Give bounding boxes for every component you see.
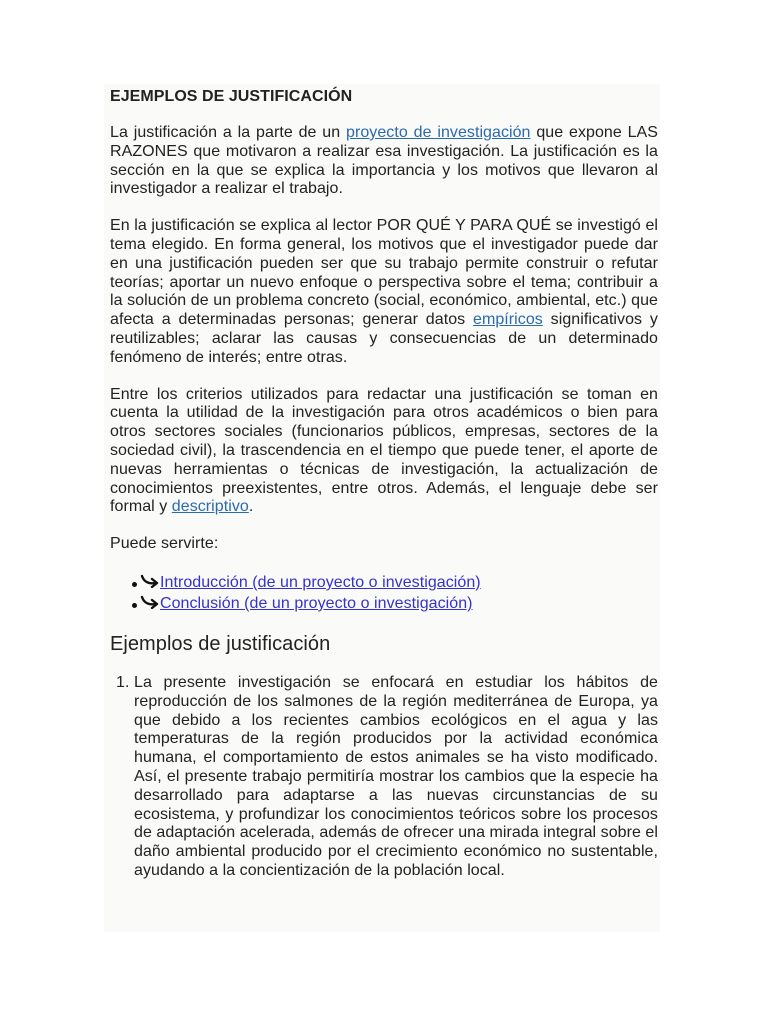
paragraph-text: Entre los criterios utilizados para redactar una justificación se toman en cuenta la utilidad de la investigación para otros académicos o bien para otros sectores sociales (funcionarios públicos, empresas, sectores de la sociedad civil), la trascendencia en el tiempo que puede tener, el aporte de nuevas herramientas o técnicas de investigación, la actualización de conocimientos preexistentes, entre otros. Además, el lenguaje debe ser formal y — [110, 385, 658, 516]
examples-list — [110, 674, 658, 881]
link-conclusion[interactable]: Conclusión (de un proyecto o investigación) — [160, 594, 473, 612]
list-item — [140, 572, 658, 593]
link-introduccion[interactable]: Introducción (de un proyecto o investigación) — [160, 573, 481, 591]
curved-arrow-right-icon — [140, 574, 160, 588]
paragraph-text: . — [248, 498, 254, 516]
link-descriptivo[interactable]: descriptivo — [171, 498, 249, 516]
paragraph-definition — [110, 124, 658, 199]
related-links-list — [110, 572, 658, 614]
paragraph-criteria — [110, 386, 658, 518]
link-empiricos[interactable]: empíricos — [473, 311, 543, 329]
paragraph-text: La justificación a la parte de un — [110, 124, 347, 141]
list-item — [140, 593, 658, 614]
paragraph-text: significativos y reutilizables; aclarar las causas y consecuencias de un determinado fenómeno de interés; entre otras. — [110, 311, 658, 366]
paragraph-explanation — [110, 217, 658, 367]
related-label: Puede servirte: — [110, 535, 219, 553]
document-content — [110, 88, 658, 881]
list-item: 1. La presente investigación se enfocará en estudiar los hábitos de reproducción de los salmones de la región mediterránea de Europa, ya que debido a los recientes cambios ecológicos en el agua y las temperaturas de la región producidos por la actividad económica humana, el comportamiento de estos animales se ha visto modificado. Así, el presente trabajo permitiría mostrar los cambios que la especie ha desarrollado para adaptarse a las nuevas circunstancias de su ecosistema, y profundizar los conocimientos teóricos sobre los procesos de adaptación acelerada, además de ofrecer una mirada integral sobre el daño ambiental producido por el crecimiento económico no sustentable, ayudando a la concientización de la población local. — [134, 674, 658, 881]
paragraph-text: En la justificación se explica al lector POR QUÉ Y PARA QUÉ se investigó el tema elegido. En forma general, los motivos que el investigador puede dar en una justificación pueden ser que su trabajo permite construir o refutar teorías; aportar un nuevo enfoque o perspectiva sobre el tema; contribuir a la solución de un problema concreto (social, económico, ambiental, etc.) que afecta a determinadas personas; generar datos — [110, 217, 658, 329]
link-proyecto-de-investigacion[interactable]: proyecto de investigación — [346, 124, 531, 141]
curved-arrow-right-icon — [140, 595, 160, 609]
document-title: EJEMPLOS DE JUSTIFICACIÓN — [110, 88, 353, 105]
document-page — [104, 84, 660, 932]
section-title: Ejemplos de justificación — [110, 632, 331, 655]
paragraph-text: que expone LAS RAZONES que motivaron a realizar esa investigación. La justificación es la sección en la que se explica la importancia y los motivos que llevaron al investigador a realizar el trabajo. — [110, 124, 658, 198]
